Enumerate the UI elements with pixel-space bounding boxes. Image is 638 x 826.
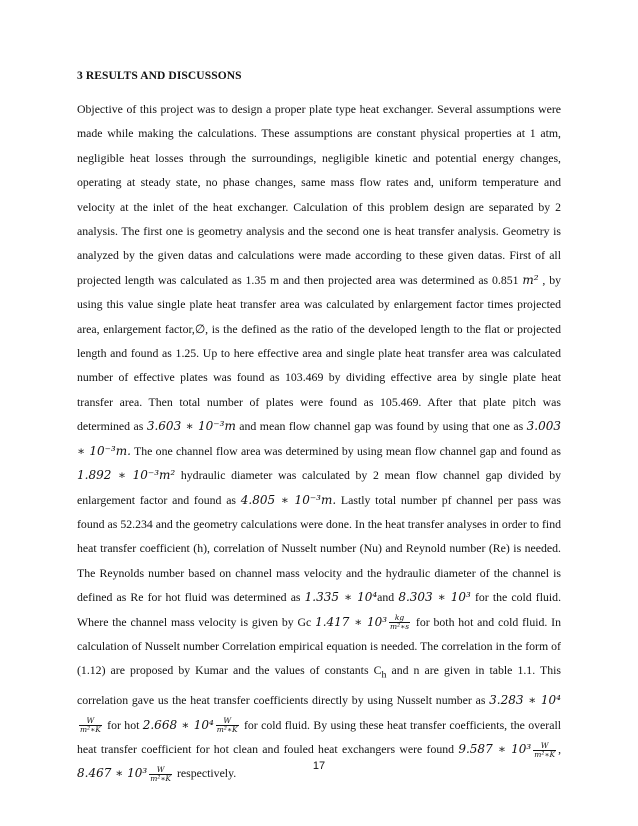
math-area: m² — [522, 272, 539, 287]
unit-denominator: m²∗K — [80, 725, 101, 735]
text-run: , by using this value single plate heat transfer area was calculated by enlargement factor times projected area, enlargement factor,∅, is the defined as the ratio of the developed length to the flat or projected length and found as 1.25. Up to here effective area and single plate heat transfer area was calculated number of effective plates was found as 103.469 by dividing effective area by single plate heat transfer area. Then total number of plates were found as 105.469. After that plate pitch was determined as — [77, 272, 561, 434]
unit-fraction-w — [79, 717, 102, 734]
unit-denominator: m²∗s — [390, 622, 410, 632]
unit-fraction-w — [216, 717, 239, 734]
text-run: for both hot and cold fluid. In calculation of Nusselt number Correlation empirical equation is needed. The correlation in the form of (1.12) are proposed by Kumar and the values of constants C — [77, 614, 562, 678]
unit-numerator: W — [149, 766, 172, 775]
text-run: Objective of this project was to design a proper plate type heat exchanger. Several assumptions were made while making the calculations. These assumptions are constant physical properties at 1 atm, negligible heat losses through the surroundings, negligible kinetic and potential energy changes, operating at steady state, no phase changes, same mass flow rates and, uniform temperature and velocity at the inlet of the heat exchanger. Calculation of this problem design are separated by 2 analysis. The first one is geometry analysis and the second one is heat transfer analysis. Geometry is analyzed by the given datas and calculations were made according to these given datas. First of all projected length was calculated as 1.35 m and then projected area was determined as 0.851 — [77, 102, 561, 287]
text-run: for the cold fluid. Where the channel mass velocity is given by Gc — [77, 590, 562, 629]
text-run: and n are given in table 1.1. This correlation gave us the heat transfer coefficients directly by using Nusselt number as — [77, 663, 561, 708]
math-mass-velocity: 1.417 ∗ 10³ — [315, 614, 388, 629]
unit-denominator: m²∗K — [534, 749, 556, 759]
unit-fraction-w — [533, 742, 556, 759]
math-re-cold: 8.303 ∗ 10³ — [398, 590, 471, 605]
unit-fraction-kg — [389, 614, 410, 631]
math-u-fouled: 8.467 ∗ 10³ — [77, 766, 148, 781]
unit-numerator: W — [79, 717, 102, 726]
math-h-cold: 2.668 ∗ 10⁴ — [142, 717, 214, 732]
body-text — [77, 97, 561, 786]
math-hydraulic-diameter: 4.805 ∗ 10⁻³m. — [240, 492, 337, 507]
unit-numerator: kg — [389, 614, 410, 623]
math-plate-pitch: 3.603 ∗ 10⁻³m — [146, 419, 236, 434]
subscript-h: h — [381, 669, 387, 681]
math-flow-area: 1.892 ∗ 10⁻³m² — [77, 468, 176, 483]
section-heading: 3 RESULTS AND DISCUSSONS — [77, 70, 242, 82]
unit-denominator: m²∗K — [216, 725, 238, 735]
text-run: hydraulic diameter was calculated by 2 mean flow channel gap divided by enlargement factor and found as — [77, 468, 562, 507]
text-run: Lastly total number pf channel per pass was found as 52.234 and the geometry calculations were done. In the heat transfer analyses in order to find heat transfer coefficient (h), correlation of Nusselt number (Nu) and Reynold number (Re) is needed. The Reynolds number based on channel mass velocity and the hydraulic diameter of the channel is defined as Re for hot fluid was determined as — [77, 492, 561, 605]
unit-denominator: m²∗K — [150, 774, 172, 784]
page-number: 17 — [312, 760, 326, 772]
unit-numerator: W — [216, 717, 239, 726]
math-h-hot: 3.283 ∗ 10⁴ — [489, 693, 561, 708]
math-re-hot: 1.335 ∗ 10⁴ — [304, 590, 378, 605]
math-u-clean: 9.587 ∗ 10³ — [458, 741, 532, 756]
text-run: and — [377, 590, 399, 605]
text-run: and mean flow channel gap was found by using that one as — [235, 419, 527, 434]
text-run: for hot — [103, 717, 143, 732]
text-run: , — [558, 741, 562, 756]
unit-numerator: W — [533, 742, 556, 751]
text-run: for cold fluid. By using these heat transfer coefficients, the overall heat transfer coefficient for hot clean and fouled heat exchangers were found — [77, 717, 562, 756]
text-run: The one channel flow area was determined by using mean flow channel gap and found as — [130, 443, 561, 458]
paragraph — [77, 97, 561, 786]
text-run: respectively. — [174, 766, 237, 781]
math-channel-gap: 3.003 ∗ 10⁻³m. — [77, 419, 561, 458]
